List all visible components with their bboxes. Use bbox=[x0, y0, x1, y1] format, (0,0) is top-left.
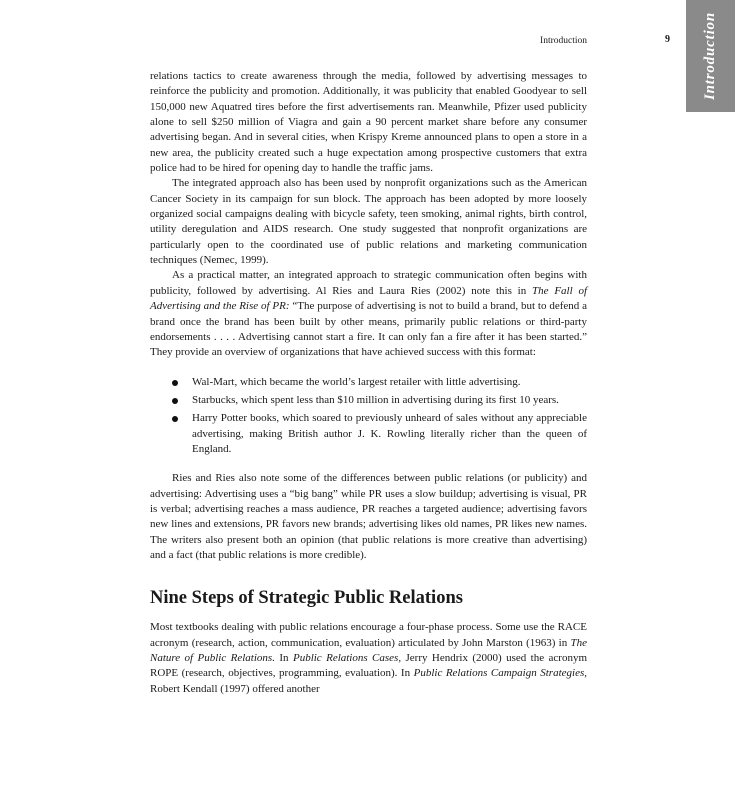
paragraph-5-text-c: Jerry Hendrix (2000) used the acronym ROPE (research, objectives, programming, evaluation). In bbox=[150, 652, 588, 680]
book-title-pr-campaign-strategies: Public Relations Campaign Strategies, bbox=[413, 667, 587, 680]
list-item bbox=[166, 375, 587, 390]
bullet-icon bbox=[172, 398, 178, 404]
book-title-fall-of-advertising: The Fall of Advertising and the Rise of PR: bbox=[150, 284, 588, 313]
paragraph-3-text-a: As a practical matter, an integrated approach to strategic communication often begins with publicity, followed by advertising. Al Ries and Laura Ries (2002) note this in bbox=[150, 269, 587, 297]
list-item-text: Starbucks, which spent less than $10 million in advertising during its first 10 years. bbox=[192, 393, 559, 406]
paragraph-3 bbox=[150, 268, 587, 360]
bullet-icon bbox=[172, 380, 178, 386]
list-item-text: Wal-Mart, which became the world’s largest retailer with little advertising. bbox=[192, 375, 521, 388]
paragraph-3-text-b: “The purpose of advertising is not to build a brand, but to defend a brand once the brand has been built by other means, primarily public relations or third-party endorsements . . . . Advertising cannot start a fire. It can only fan a fire after it has been started.” They provide an overview of organizations that have achieved success with this format: bbox=[150, 300, 588, 359]
paragraph-1: relations tactics to create awareness through the media, followed by advertising messages to reinforce the publicity and promotion. Additionally, it was publicity that enabled Goodyear to sell 150,000 new Aquatred tires before the first advertisements ran. Meanwhile, Pfizer used publicity alone to sell $250 million of Viagra and gain a 90 percent market share before any consumer advertising began. And in several cities, when Krispy Kreme announced plans to open a store in a new area, the publicity created such a huge expectation among prospective customers that extra police had to be hired for opening day to handle the traffic jams. bbox=[150, 70, 587, 175]
paragraph-5-text-d: Robert Kendall (1997) offered another bbox=[150, 682, 320, 695]
bullet-icon bbox=[172, 416, 178, 422]
page-body bbox=[150, 69, 587, 697]
list-item bbox=[166, 411, 587, 457]
paragraph-4: Ries and Ries also note some of the differences between public relations (or publicity) and advertising: Advertising uses a “big bang” while PR uses a slow buildup; advertising is visual, PR is verbal; advertising reaches a mass audience, PR reaches a targeted audience; advertising favors new lines and extensions, PR favors new brands; advertising likes old names, PR likes new names. The writers also present both an opinion (that public relations is more creative than advertising) and a fact (that public relations is more credible). bbox=[150, 472, 587, 561]
section-heading: Nine Steps of Strategic Public Relations bbox=[150, 588, 463, 609]
chapter-side-tab bbox=[686, 0, 735, 112]
page-number: 9 bbox=[665, 34, 670, 45]
paragraph-5-text-a: Most textbooks dealing with public relations encourage a four-phase process. Some use the RACE acronym (research, action, communication, evaluation) articulated by John Marston (1963) in bbox=[150, 621, 587, 649]
paragraph-2: The integrated approach also has been used by nonprofit organizations such as the American Cancer Society in its campaign for sun block. The approach has been adopted by more loosely organized social campaigns dealing with bicycle safety, teen smoking, animal rights, birth control, utility deregulation and AIDS research. One study suggested that nonprofit organizations are particularly open to the coordinated use of public relations and marketing communication techniques (Nemec, 1999). bbox=[150, 177, 587, 267]
chapter-side-tab-label: Introduction bbox=[702, 12, 718, 100]
running-head: Introduction bbox=[540, 36, 587, 46]
bullet-list bbox=[150, 375, 587, 458]
book-title-nature-of-pr: The Nature of Public Relations. bbox=[150, 636, 587, 664]
book-title-pr-cases: Public Relations Cases, bbox=[292, 652, 402, 664]
paragraph-5-text-b: In bbox=[274, 652, 293, 664]
list-item bbox=[166, 393, 587, 408]
list-item-text: Harry Potter books, which soared to previously unheard of sales without any appreciable advertising, making British author J. K. Rowling literally richer than the queen of England. bbox=[192, 412, 587, 455]
paragraph-5 bbox=[150, 620, 587, 697]
